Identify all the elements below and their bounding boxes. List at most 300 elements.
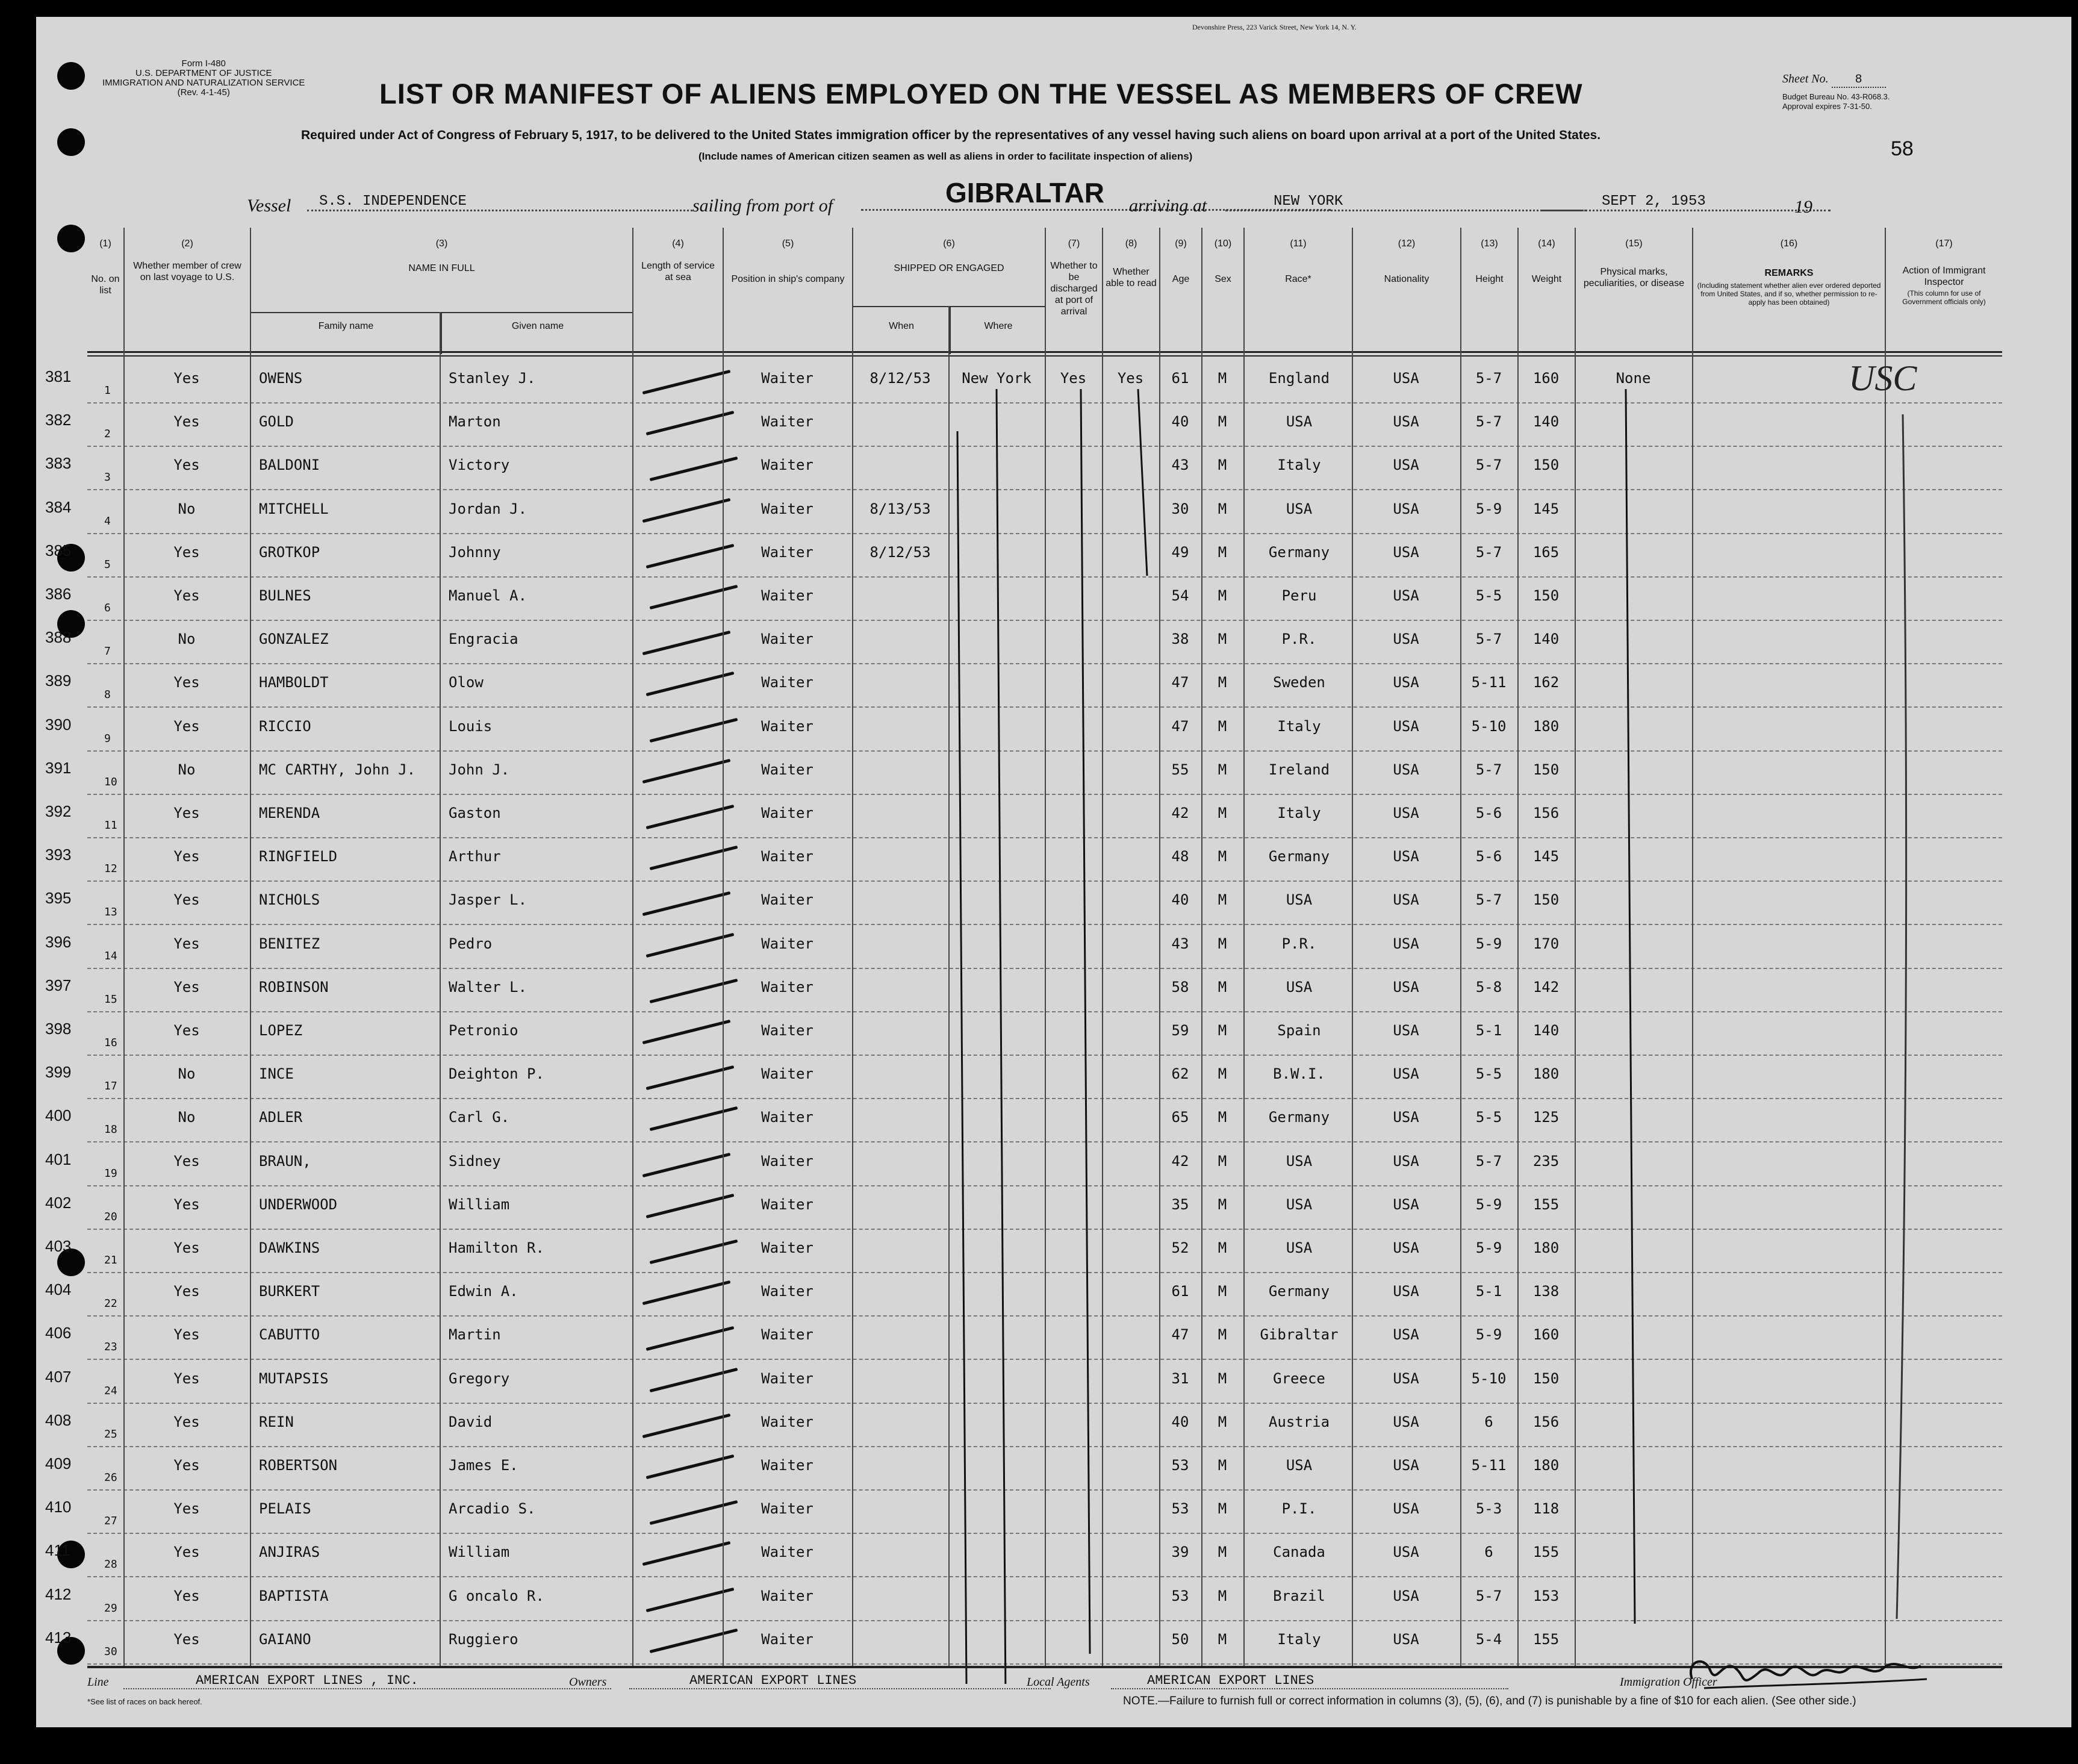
cell-pos: Waiter — [761, 717, 813, 735]
footer-officer-label: Immigration Officer — [1620, 1675, 1717, 1689]
col-number: (17) — [1935, 238, 1953, 249]
header-sex — [1201, 228, 1243, 354]
line-number: 24 — [104, 1384, 117, 1397]
list-number: 383 — [45, 454, 72, 473]
cell-pos: Waiter — [761, 1544, 813, 1561]
cell-given: Manuel A. — [449, 587, 527, 604]
cell-age: 40 — [1171, 1413, 1189, 1430]
cell-pos: Waiter — [761, 1587, 813, 1604]
cell-sex: M — [1218, 413, 1227, 431]
cell-age: 53 — [1171, 1500, 1189, 1518]
cell-pos: Waiter — [761, 978, 813, 996]
cell-given: Ruggiero — [449, 1630, 518, 1648]
cell-family: ROBERTSON — [259, 1457, 338, 1474]
cell-given: Marton — [449, 413, 501, 431]
cell-age: 39 — [1171, 1544, 1189, 1561]
cell-wt: 138 — [1532, 1283, 1560, 1300]
list-number: 406 — [45, 1324, 72, 1342]
form-reference — [102, 59, 305, 98]
cell-wt: 150 — [1532, 761, 1560, 778]
cell-crew: Yes — [173, 1152, 200, 1170]
cell-sex: M — [1218, 370, 1227, 387]
list-number: 388 — [45, 628, 72, 647]
cell-race: Canada — [1273, 1544, 1325, 1561]
cell-pos: Waiter — [761, 587, 813, 604]
cell-ht: 5-6 — [1475, 848, 1502, 865]
requirement-statement: Required under Act of Congress of February 5, 1917, to be delivered to the United States immigration officer by the representatives of any vessel having such aliens on board upon arrival at a port of the United States. — [301, 128, 1601, 142]
cell-age: 38 — [1171, 631, 1189, 648]
cell-pos: Waiter — [761, 1630, 813, 1648]
cell-nat: USA — [1393, 978, 1419, 996]
cell-family: BALDONI — [259, 457, 320, 474]
cell-age: 53 — [1171, 1587, 1189, 1604]
header-remarks — [1692, 228, 1885, 354]
list-number: 391 — [45, 758, 72, 777]
header-race — [1243, 228, 1352, 354]
cell-crew: Yes — [173, 1587, 200, 1604]
cell-given: Arthur — [449, 848, 501, 865]
cell-sex: M — [1218, 848, 1227, 865]
cell-given: James E. — [449, 1457, 518, 1474]
cell-family: ROBINSON — [259, 978, 329, 996]
cell-ht: 5-9 — [1475, 1326, 1502, 1344]
list-number: 408 — [45, 1410, 72, 1429]
cell-pos: Waiter — [761, 370, 813, 387]
cell-wt: 156 — [1532, 805, 1560, 821]
col-number: (14) — [1538, 238, 1555, 249]
cell-nat: USA — [1393, 631, 1419, 648]
cell-crew: Yes — [173, 587, 200, 604]
cell-given: Deighton P. — [449, 1065, 544, 1083]
line-number: 14 — [104, 949, 117, 962]
cell-pos: Waiter — [761, 1413, 813, 1430]
col-number: (6) — [943, 238, 955, 249]
cell-ht: 5-10 — [1471, 717, 1507, 735]
punch-hole — [57, 225, 85, 252]
cell-when: 8/13/53 — [869, 500, 931, 517]
list-number: 398 — [45, 1020, 72, 1038]
cell-ht: 5-7 — [1475, 1587, 1502, 1604]
cell-crew: Yes — [173, 1283, 200, 1300]
cell-when: 8/12/53 — [869, 370, 931, 387]
cell-family: GROTKOP — [259, 543, 320, 561]
list-number: 402 — [45, 1193, 72, 1212]
cell-age: 42 — [1171, 1152, 1189, 1170]
cell-race: Sweden — [1273, 674, 1325, 691]
cell-crew: Yes — [173, 1326, 200, 1344]
col-number: (4) — [672, 238, 684, 249]
cell-age: 49 — [1171, 543, 1189, 561]
cell-crew: No — [178, 761, 196, 778]
cell-where: New York — [962, 370, 1031, 387]
cell-nat: USA — [1393, 1239, 1419, 1256]
cell-pos: Waiter — [761, 543, 813, 561]
cell-sex: M — [1218, 1630, 1227, 1648]
cell-family: NICHOLS — [259, 891, 320, 909]
line-number: 22 — [104, 1297, 117, 1311]
list-number: 395 — [45, 889, 72, 908]
cell-ht: 5-7 — [1475, 370, 1502, 387]
cell-sex: M — [1218, 978, 1227, 996]
cell-sex: M — [1218, 891, 1227, 909]
year-label: 19 — [1794, 197, 1812, 217]
col-label: Whether able to read — [1106, 267, 1157, 288]
cell-ht: 5-7 — [1475, 413, 1502, 431]
cell-given: Hamilton R. — [449, 1239, 544, 1256]
header-nationality — [1352, 228, 1460, 354]
cell-ht: 5-1 — [1475, 1022, 1502, 1039]
cell-crew: Yes — [173, 370, 200, 387]
cell-ht: 5-11 — [1471, 674, 1507, 691]
list-number: 413 — [45, 1628, 72, 1647]
cell-race: USA — [1286, 978, 1313, 996]
list-number: 385 — [45, 541, 72, 559]
cell-wt: 160 — [1532, 1326, 1560, 1344]
service: IMMIGRATION AND NATURALIZATION SERVICE — [102, 78, 305, 88]
list-number: 389 — [45, 672, 72, 690]
cell-race: Ireland — [1268, 761, 1330, 778]
cell-pos: Waiter — [761, 1109, 813, 1126]
col-label: NAME IN FULL — [408, 263, 475, 273]
cell-wt: 156 — [1532, 1413, 1560, 1430]
header-height — [1460, 228, 1517, 354]
cell-crew: Yes — [173, 1500, 200, 1518]
header-list-no — [87, 228, 123, 354]
header-age — [1159, 228, 1201, 354]
cell-nat: USA — [1393, 805, 1419, 821]
cell-crew: Yes — [173, 1022, 200, 1039]
cell-nat: USA — [1393, 1587, 1419, 1604]
cell-nat: USA — [1393, 457, 1419, 474]
cell-pos: Waiter — [761, 935, 813, 952]
cell-pos: Waiter — [761, 1195, 813, 1213]
list-number: 397 — [45, 976, 72, 994]
cell-nat: USA — [1393, 1630, 1419, 1648]
header-physical-marks — [1575, 228, 1692, 354]
cell-race: USA — [1286, 1152, 1313, 1170]
line-number: 27 — [104, 1515, 117, 1528]
list-number: 384 — [45, 497, 72, 516]
cell-age: 47 — [1171, 1326, 1189, 1344]
cell-ht: 5-9 — [1475, 935, 1502, 952]
cell-age: 54 — [1171, 587, 1189, 604]
cell-given: Olow — [449, 674, 484, 691]
line-number: 17 — [104, 1080, 117, 1093]
cell-ht: 5-1 — [1475, 1283, 1502, 1300]
cell-ht: 5-9 — [1475, 1239, 1502, 1256]
cell-family: GOLD — [259, 413, 294, 431]
cell-wt: 153 — [1532, 1587, 1560, 1604]
cell-nat: USA — [1393, 1544, 1419, 1561]
cell-age: 62 — [1171, 1065, 1189, 1083]
cell-given: Edwin A. — [449, 1283, 518, 1300]
line-number: 1 — [104, 384, 111, 397]
cell-age: 65 — [1171, 1109, 1189, 1126]
col-number: (5) — [782, 238, 794, 249]
cell-pos: Waiter — [761, 1457, 813, 1474]
cell-crew: Yes — [173, 1370, 200, 1387]
cell-nat: USA — [1393, 1109, 1419, 1126]
cell-race: Spain — [1277, 1022, 1321, 1039]
cell-crew: Yes — [173, 805, 200, 821]
ditto-line — [1081, 389, 1090, 1654]
list-number: 400 — [45, 1106, 72, 1125]
footer-line-value: AMERICAN EXPORT LINES , INC. — [123, 1673, 611, 1689]
cell-pos: Waiter — [761, 631, 813, 648]
col-number: (15) — [1625, 238, 1643, 249]
page-title: LIST OR MANIFEST OF ALIENS EMPLOYED ON THE VESSEL AS MEMBERS OF CREW — [379, 78, 1583, 110]
cell-race: B.W.I. — [1273, 1065, 1325, 1083]
col-label: REMARKS — [1764, 268, 1814, 278]
cell-nat: USA — [1393, 1065, 1419, 1083]
cell-nat: USA — [1393, 891, 1419, 909]
cell-race: Greece — [1273, 1370, 1325, 1387]
cell-age: 50 — [1171, 1630, 1189, 1648]
ditto-line — [1138, 389, 1147, 576]
cell-family: MC CARTHY, John J. — [259, 761, 416, 778]
header-length-service — [632, 228, 723, 354]
col-number: (13) — [1481, 238, 1498, 249]
cell-given: Arcadio S. — [449, 1500, 536, 1518]
list-number: 404 — [45, 1280, 72, 1299]
cell-sex: M — [1218, 717, 1227, 735]
cell-ht: 5-4 — [1475, 1630, 1502, 1648]
cell-nat: USA — [1393, 1022, 1419, 1039]
cell-sex: M — [1218, 674, 1227, 691]
cell-crew: No — [178, 631, 196, 648]
cell-wt: 118 — [1532, 1500, 1560, 1518]
line-number: 3 — [104, 471, 111, 484]
cell-crew: Yes — [173, 543, 200, 561]
col-label: Height — [1475, 274, 1504, 284]
subheader-given-name: Given name — [441, 312, 633, 354]
col-label: Nationality — [1384, 274, 1429, 284]
cell-crew: Yes — [173, 413, 200, 431]
cell-race: Italy — [1277, 717, 1321, 735]
line-number: 26 — [104, 1471, 117, 1484]
cell-ht: 6 — [1484, 1544, 1493, 1561]
list-number: 393 — [45, 846, 72, 864]
cell-crew: No — [178, 1109, 196, 1126]
cell-ht: 5-3 — [1475, 1500, 1502, 1518]
inspector-annotation — [1831, 354, 1951, 1619]
cell-family: CABUTTO — [259, 1326, 320, 1344]
sheet-label: Sheet No. — [1782, 72, 1829, 86]
col-number: (8) — [1125, 238, 1137, 249]
cell-pos: Waiter — [761, 413, 813, 431]
cell-pos: Waiter — [761, 1326, 813, 1344]
cell-crew: Yes — [173, 674, 200, 691]
cell-nat: USA — [1393, 1457, 1419, 1474]
line-number: 8 — [104, 688, 111, 702]
list-number: 396 — [45, 932, 72, 951]
cell-age: 30 — [1171, 500, 1189, 517]
cell-given: G oncalo R. — [449, 1587, 544, 1604]
col-number: (16) — [1780, 238, 1798, 249]
cell-given: William — [449, 1195, 510, 1213]
department: U.S. DEPARTMENT OF JUSTICE — [135, 68, 272, 78]
line-number: 11 — [104, 819, 117, 832]
cell-race: Peru — [1281, 587, 1317, 604]
line-number: 18 — [104, 1123, 117, 1136]
col-number: (1) — [99, 238, 111, 249]
cell-family: MUTAPSIS — [259, 1370, 329, 1387]
cell-wt: 155 — [1532, 1630, 1560, 1648]
arrival-port: NEW YORK — [1225, 193, 1587, 211]
cell-given: Victory — [449, 457, 510, 474]
cell-ht: 5-6 — [1475, 805, 1502, 821]
sheet-number — [1782, 72, 1886, 88]
cell-family: HAMBOLDT — [259, 674, 329, 691]
cell-read: Yes — [1117, 370, 1144, 387]
line-number: 5 — [104, 558, 111, 571]
voyage-line — [199, 177, 1885, 225]
cell-pos: Waiter — [761, 1065, 813, 1083]
cell-family: ADLER — [259, 1109, 303, 1126]
cell-crew: Yes — [173, 848, 200, 865]
cell-given: Stanley J. — [449, 370, 536, 387]
col-number: (10) — [1214, 238, 1232, 249]
cell-sex: M — [1218, 1544, 1227, 1561]
cell-race: USA — [1286, 1239, 1313, 1256]
cell-nat: USA — [1393, 543, 1419, 561]
cell-ht: 5-5 — [1475, 1109, 1502, 1126]
header-discharged — [1045, 228, 1102, 354]
press-line: Devonshire Press, 223 Varick Street, New York 14, N. Y. — [1192, 23, 1357, 31]
cell-nat: USA — [1393, 370, 1419, 387]
cell-wt: 165 — [1532, 543, 1560, 561]
cell-given: Sidney — [449, 1152, 501, 1170]
line-number: 30 — [104, 1645, 117, 1658]
cell-nat: USA — [1393, 413, 1419, 431]
punch-hole — [57, 128, 85, 156]
cell-pos: Waiter — [761, 1152, 813, 1170]
col-number: (11) — [1290, 238, 1307, 249]
line-number: 10 — [104, 775, 117, 788]
cell-nat: USA — [1393, 1500, 1419, 1518]
list-number: 382 — [45, 411, 72, 429]
cell-sex: M — [1218, 543, 1227, 561]
cell-race: USA — [1286, 1457, 1313, 1474]
ditto-lines — [87, 359, 2002, 1684]
header-able-to-read — [1102, 228, 1159, 354]
cell-ht: 5-9 — [1475, 1195, 1502, 1213]
cell-family: BAPTISTA — [259, 1587, 329, 1604]
cell-sex: M — [1218, 1239, 1227, 1256]
col-sublabel: (Including statement whether alien ever ordered deported from United States, and if so, whether permission to re-apply has been obtained) — [1697, 281, 1881, 307]
manifest-page — [36, 17, 2071, 1727]
cell-ht: 5-7 — [1475, 761, 1502, 778]
cell-crew: Yes — [173, 1413, 200, 1430]
cell-sex: M — [1218, 1370, 1227, 1387]
cell-sex: M — [1218, 457, 1227, 474]
cell-crew: Yes — [173, 457, 200, 474]
cell-sex: M — [1218, 1283, 1227, 1300]
cell-age: 55 — [1171, 761, 1189, 778]
col-label: No. on list — [91, 274, 120, 296]
cell-dis: Yes — [1060, 370, 1087, 387]
cell-sex: M — [1218, 631, 1227, 648]
line-number: 20 — [104, 1210, 117, 1223]
cell-given: Carl G. — [449, 1109, 510, 1126]
col-label: Sex — [1215, 274, 1231, 284]
cell-nat: USA — [1393, 674, 1419, 691]
cell-crew: Yes — [173, 1544, 200, 1561]
cell-age: 52 — [1171, 1239, 1189, 1256]
col-number: (12) — [1398, 238, 1416, 249]
cell-pos: Waiter — [761, 805, 813, 821]
cell-given: Johnny — [449, 543, 501, 561]
cell-race: USA — [1286, 500, 1313, 517]
cell-given: Engracia — [449, 631, 518, 648]
cell-family: GONZALEZ — [259, 631, 329, 648]
list-number: 412 — [45, 1585, 72, 1603]
cell-wt: 160 — [1532, 370, 1560, 387]
cell-nat: USA — [1393, 587, 1419, 604]
cell-given: William — [449, 1544, 510, 1561]
cell-family: MERENDA — [259, 805, 320, 821]
header-crew-last-voyage — [123, 228, 250, 354]
footer-agents-label: Local Agents — [1027, 1675, 1090, 1689]
cell-family: RICCIO — [259, 717, 311, 735]
line-number: 29 — [104, 1601, 117, 1615]
cell-nat: USA — [1393, 1370, 1419, 1387]
col-number: (2) — [181, 238, 193, 249]
cell-crew: Yes — [173, 891, 200, 909]
cell-pos: Waiter — [761, 848, 813, 865]
cell-crew: Yes — [173, 1630, 200, 1648]
cell-race: Germany — [1268, 848, 1330, 865]
col-label: Physical marks, peculiarities, or disease — [1583, 267, 1685, 288]
cell-given: Jordan J. — [449, 500, 527, 517]
footer-line-label: Line — [87, 1675, 109, 1689]
cell-given: David — [449, 1413, 493, 1430]
cell-wt: 150 — [1532, 891, 1560, 909]
cell-wt: 150 — [1532, 457, 1560, 474]
list-number: 411 — [45, 1541, 70, 1560]
line-number: 15 — [104, 993, 117, 1006]
cell-sex: M — [1218, 1109, 1227, 1126]
cell-when: 8/12/53 — [869, 543, 931, 561]
cell-race: England — [1268, 370, 1330, 387]
vessel-name: S.S. INDEPENDENCE — [307, 193, 692, 211]
line-number: 4 — [104, 514, 111, 528]
cell-given: Jasper L. — [449, 891, 527, 909]
cell-wt: 142 — [1532, 978, 1560, 996]
cell-given: Walter L. — [449, 978, 527, 996]
cell-pos: Waiter — [761, 1500, 813, 1518]
cell-sex: M — [1218, 1152, 1227, 1170]
cell-age: 31 — [1171, 1370, 1189, 1387]
cell-sex: M — [1218, 1587, 1227, 1604]
cell-race: Austria — [1268, 1413, 1330, 1430]
cell-family: BENITEZ — [259, 935, 320, 952]
cell-nat: USA — [1393, 717, 1419, 735]
punch-hole — [57, 62, 85, 90]
header-inspector-action — [1885, 228, 2002, 354]
cell-pos: Waiter — [761, 1370, 813, 1387]
cell-given: Louis — [449, 717, 493, 735]
page-number: 58 — [1891, 137, 1914, 160]
cell-nat: USA — [1393, 1152, 1419, 1170]
col-label: Whether to be discharged at port of arrival — [1050, 261, 1098, 317]
cell-ht: 6 — [1484, 1413, 1493, 1430]
cell-age: 40 — [1171, 413, 1189, 431]
cell-age: 42 — [1171, 805, 1189, 821]
cell-crew: Yes — [173, 935, 200, 952]
col-label: Action of Immigrant Inspector — [1902, 266, 1986, 287]
cell-family: BRAUN, — [259, 1152, 311, 1170]
